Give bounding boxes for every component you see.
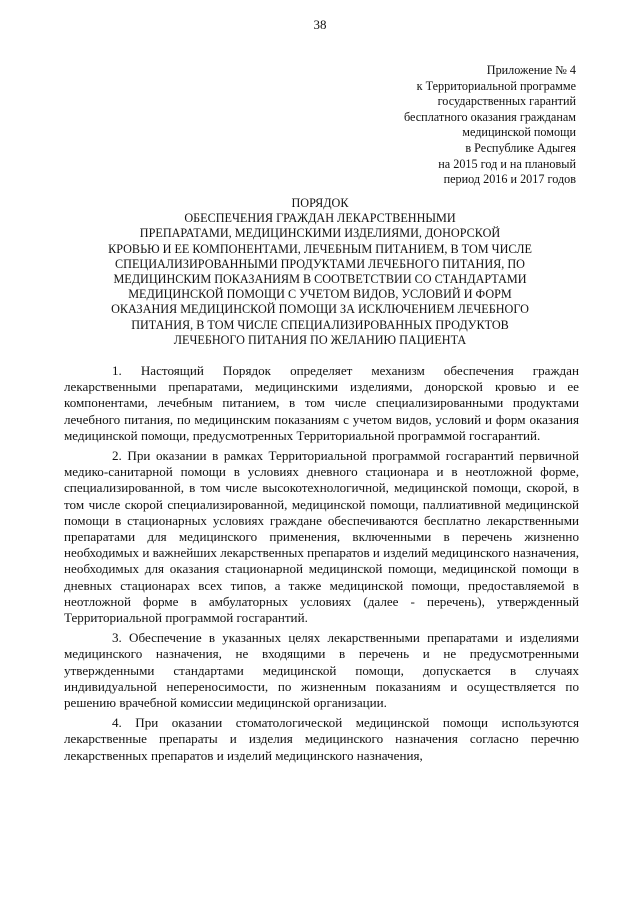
paragraph-1: 1. Настоящий Порядок определяет механизм обеспечения граждан лекарственными препаратами, медицинскими изделиями, донорской кровью и ее компонентами, лечебным питанием, в том числе специализированными продуктами лечебного питания, по медицинским показаниям с учетом видов, условий и форм оказания медицинской помощи, предусмотренных Территориальной программой госгарантий.	[64, 363, 579, 443]
appendix-line: на 2015 год и на плановый	[438, 156, 576, 171]
title-line: КРОВЬЮ И ЕЕ КОМПОНЕНТАМИ, ЛЕЧЕБНЫМ ПИТАНИЕМ, В ТОМ ЧИСЛЕ	[108, 241, 532, 256]
appendix-line: бесплатного оказания гражданам	[404, 109, 576, 124]
appendix-line: к Территориальной программе	[416, 78, 576, 93]
title-line: ОБЕСПЕЧЕНИЯ ГРАЖДАН ЛЕКАРСТВЕННЫМИ	[184, 211, 456, 226]
title-line: МЕДИЦИНСКИМ ПОКАЗАНИЯМ В СООТВЕТСТВИИ СО СТАНДАРТАМИ	[113, 272, 527, 287]
appendix-line: период 2016 и 2017 годов	[443, 172, 576, 187]
appendix-header	[316, 63, 576, 188]
title-line: ПОРЯДОК	[291, 196, 349, 210]
appendix-line: государственных гарантий	[437, 94, 576, 109]
appendix-line: в Республике Адыгея	[465, 140, 576, 155]
title-line: ПИТАНИЯ, В ТОМ ЧИСЛЕ СПЕЦИАЛИЗИРОВАННЫХ ПРОДУКТОВ	[131, 317, 509, 332]
paragraph-3: 3. Обеспечение в указанных целях лекарственными препаратами и изделиями медицинского назначения, не входящими в перечень и не предусмотренными утвержденными стандартами медицинской помощи, допускается в случаях индивидуальной непереносимости, по жизненным показаниям и осуществляется по решению врачебной комиссии медицинской организации.	[64, 630, 579, 711]
paragraph-4: 4. При оказании стоматологической медицинской помощи используются лекарственные препараты и изделия медицинского назначения согласно перечню лекарственных препаратов и изделий медицинского назначения,	[64, 715, 579, 763]
document-title	[64, 196, 576, 348]
title-line: МЕДИЦИНСКОЙ ПОМОЩИ С УЧЕТОМ ВИДОВ, УСЛОВИЙ И ФОРМ	[128, 287, 512, 302]
body-text	[64, 363, 579, 768]
paragraph-2: 2. При оказании в рамках Территориальной программой госгарантий первичной медико-санитарной помощи в условиях дневного стационара и в неотложной форме, специализированной, в том числе высокотехнологичной, медицинской помощи, скорой, в том числе скорой специализированной, медицинской помощи, паллиативной медицинской помощи в стационарных условиях граждане обеспечиваются бесплатно лекарственными препаратами для медицинского применения, включенными в перечень жизненно необходимых и важнейших лекарственных препаратов и изделий медицинского назначения, необходимых для оказания стационарной медицинской помощи, медицинской помощи в дневных стационарах всех типов, а также медицинской помощи, предоставляемой в неотложной форме в амбулаторных условиях (далее - перечень), утвержденный Территориальной программой госгарантий.	[64, 448, 579, 626]
title-line: СПЕЦИАЛИЗИРОВАННЫМИ ПРОДУКТАМИ ЛЕЧЕБНОГО ПИТАНИЯ, ПО	[115, 256, 525, 271]
title-line: ПРЕПАРАТАМИ, МЕДИЦИНСКИМИ ИЗДЕЛИЯМИ, ДОНОРСКОЙ	[139, 226, 501, 241]
page-number: 38	[313, 17, 327, 32]
appendix-line: медицинской помощи	[462, 125, 576, 140]
title-line: ОКАЗАНИЯ МЕДИЦИНСКОЙ ПОМОЩИ ЗА ИСКЛЮЧЕНИЕМ ЛЕЧЕБНОГО	[111, 302, 529, 317]
appendix-line: Приложение № 4	[486, 63, 576, 77]
title-line: ЛЕЧЕБНОГО ПИТАНИЯ ПО ЖЕЛАНИЮ ПАЦИЕНТА	[173, 332, 467, 347]
